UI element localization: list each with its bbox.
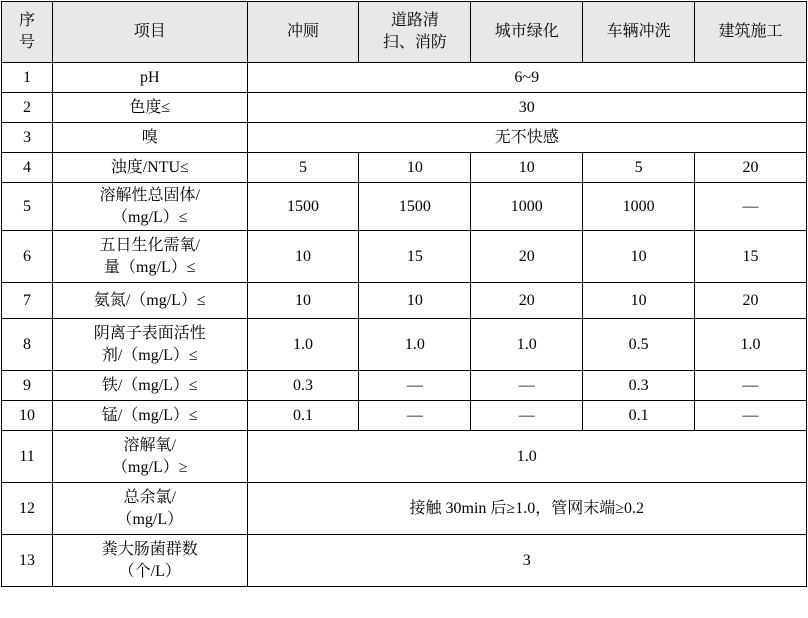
row-value-vehicle-washing: 0.3 (583, 371, 695, 401)
row-value-urban-greening: — (471, 371, 583, 401)
row-value-vehicle-washing: 10 (583, 231, 695, 283)
row-value-vehicle-washing: 5 (583, 153, 695, 183)
row-item-line1: 总余氯/ (123, 489, 176, 507)
row-index: 2 (2, 93, 53, 123)
row-item: 浊度/NTU≤ (53, 153, 247, 183)
table-row (2, 93, 807, 123)
row-item-line2: （个/L） (118, 562, 181, 580)
row-value-vehicle-washing: 10 (583, 283, 695, 319)
row-value-urban-greening: 20 (471, 231, 583, 283)
row-merged-value: 接触 30min 后≥1.0，管网末端≥0.2 (247, 483, 807, 535)
column-header-construction: 建筑施工 (695, 2, 807, 63)
table-row (2, 123, 807, 153)
table-row (2, 63, 807, 93)
row-item-line2: 量（mg/L）≤ (104, 258, 196, 276)
row-value-road-cleaning: 15 (359, 231, 471, 283)
column-header-urban-greening: 城市绿化 (471, 2, 583, 63)
row-value-vehicle-washing: 0.5 (583, 319, 695, 371)
row-item: pH (53, 63, 247, 93)
row-value-urban-greening: — (471, 401, 583, 431)
table-row (2, 231, 807, 283)
row-merged-value: 1.0 (247, 431, 807, 483)
row-index: 5 (2, 183, 53, 231)
table-row (2, 371, 807, 401)
table-body (2, 63, 807, 587)
header-row (2, 2, 807, 63)
row-merged-value: 30 (247, 93, 807, 123)
row-value-construction: — (695, 401, 807, 431)
row-index: 11 (2, 431, 53, 483)
table-header (2, 2, 807, 63)
document-page (0, 1, 808, 618)
table-row (2, 431, 807, 483)
row-item (53, 183, 247, 231)
table-row (2, 319, 807, 371)
row-value-urban-greening: 10 (471, 153, 583, 183)
row-item-line1: 溶解性总固体/ (99, 187, 200, 204)
row-value-construction: — (695, 183, 807, 231)
row-value-road-cleaning: 10 (359, 153, 471, 183)
row-index: 13 (2, 535, 53, 587)
column-header-vehicle-washing: 车辆冲洗 (583, 2, 695, 63)
row-value-road-cleaning: — (359, 401, 471, 431)
row-item-line1: 粪大肠菌群数 (101, 541, 198, 559)
column-header-index-line2: 号 (19, 34, 36, 51)
row-item-line1: 五日生化需氧/ (99, 237, 200, 255)
row-value-toilet-flushing: 0.1 (247, 401, 359, 431)
row-item (53, 535, 247, 587)
row-value-toilet-flushing: 10 (247, 231, 359, 283)
row-merged-value: 6~9 (247, 63, 807, 93)
column-header-index-line1: 序 (19, 12, 36, 30)
row-item-line2: （mg/L） (116, 510, 184, 528)
row-value-toilet-flushing: 0.3 (247, 371, 359, 401)
table-row (2, 535, 807, 587)
row-item-line2: （mg/L）≥ (112, 458, 188, 476)
row-value-urban-greening: 1.0 (471, 319, 583, 371)
table-row (2, 183, 807, 231)
column-header-toilet-flushing: 冲厕 (247, 2, 359, 63)
row-value-construction: 20 (695, 153, 807, 183)
water-quality-spec-table (1, 1, 807, 587)
column-header-item: 项目 (53, 2, 247, 63)
row-value-road-cleaning: 10 (359, 283, 471, 319)
row-value-road-cleaning: — (359, 371, 471, 401)
row-index: 4 (2, 153, 53, 183)
row-value-toilet-flushing: 5 (247, 153, 359, 183)
table-row (2, 153, 807, 183)
row-item-line2: （mg/L）≤ (112, 208, 188, 226)
table-row (2, 483, 807, 535)
row-value-construction: 1.0 (695, 319, 807, 371)
row-item: 色度≤ (53, 93, 247, 123)
row-merged-value: 3 (247, 535, 807, 587)
row-value-toilet-flushing: 1500 (247, 183, 359, 231)
row-index: 9 (2, 371, 53, 401)
row-value-toilet-flushing: 1.0 (247, 319, 359, 371)
row-index: 6 (2, 231, 53, 283)
row-index: 12 (2, 483, 53, 535)
row-item-line2: 剂/（mg/L）≤ (101, 346, 198, 364)
row-item: 嗅 (53, 123, 247, 153)
row-value-toilet-flushing: 10 (247, 283, 359, 319)
row-item (53, 431, 247, 483)
row-item (53, 231, 247, 283)
row-item: 锰/（mg/L）≤ (53, 401, 247, 431)
row-merged-value: 无不快感 (247, 123, 807, 153)
row-value-road-cleaning: 1.0 (359, 319, 471, 371)
row-value-construction: 15 (695, 231, 807, 283)
row-value-road-cleaning: 1500 (359, 183, 471, 231)
row-index: 10 (2, 401, 53, 431)
row-item: 氨氮/（mg/L）≤ (53, 283, 247, 319)
row-index: 1 (2, 63, 53, 93)
row-value-urban-greening: 1000 (471, 183, 583, 231)
row-item (53, 483, 247, 535)
table-row (2, 401, 807, 431)
row-value-urban-greening: 20 (471, 283, 583, 319)
row-value-vehicle-washing: 0.1 (583, 401, 695, 431)
column-header-road-cleaning-firefighting (359, 2, 471, 63)
row-index: 3 (2, 123, 53, 153)
table-row (2, 283, 807, 319)
row-value-construction: — (695, 371, 807, 401)
row-item: 铁/（mg/L）≤ (53, 371, 247, 401)
row-item-line1: 溶解氧/ (123, 437, 176, 455)
column-header-index (2, 2, 53, 63)
row-item-line1: 阴离子表面活性 (93, 325, 206, 343)
row-item (53, 319, 247, 371)
row-value-construction: 20 (695, 283, 807, 319)
row-value-vehicle-washing: 1000 (583, 183, 695, 231)
row-index: 7 (2, 283, 53, 319)
column-header-road-cleaning-line2: 扫、消防 (382, 34, 447, 51)
column-header-road-cleaning-line1: 道路清 (390, 12, 439, 30)
row-index: 8 (2, 319, 53, 371)
